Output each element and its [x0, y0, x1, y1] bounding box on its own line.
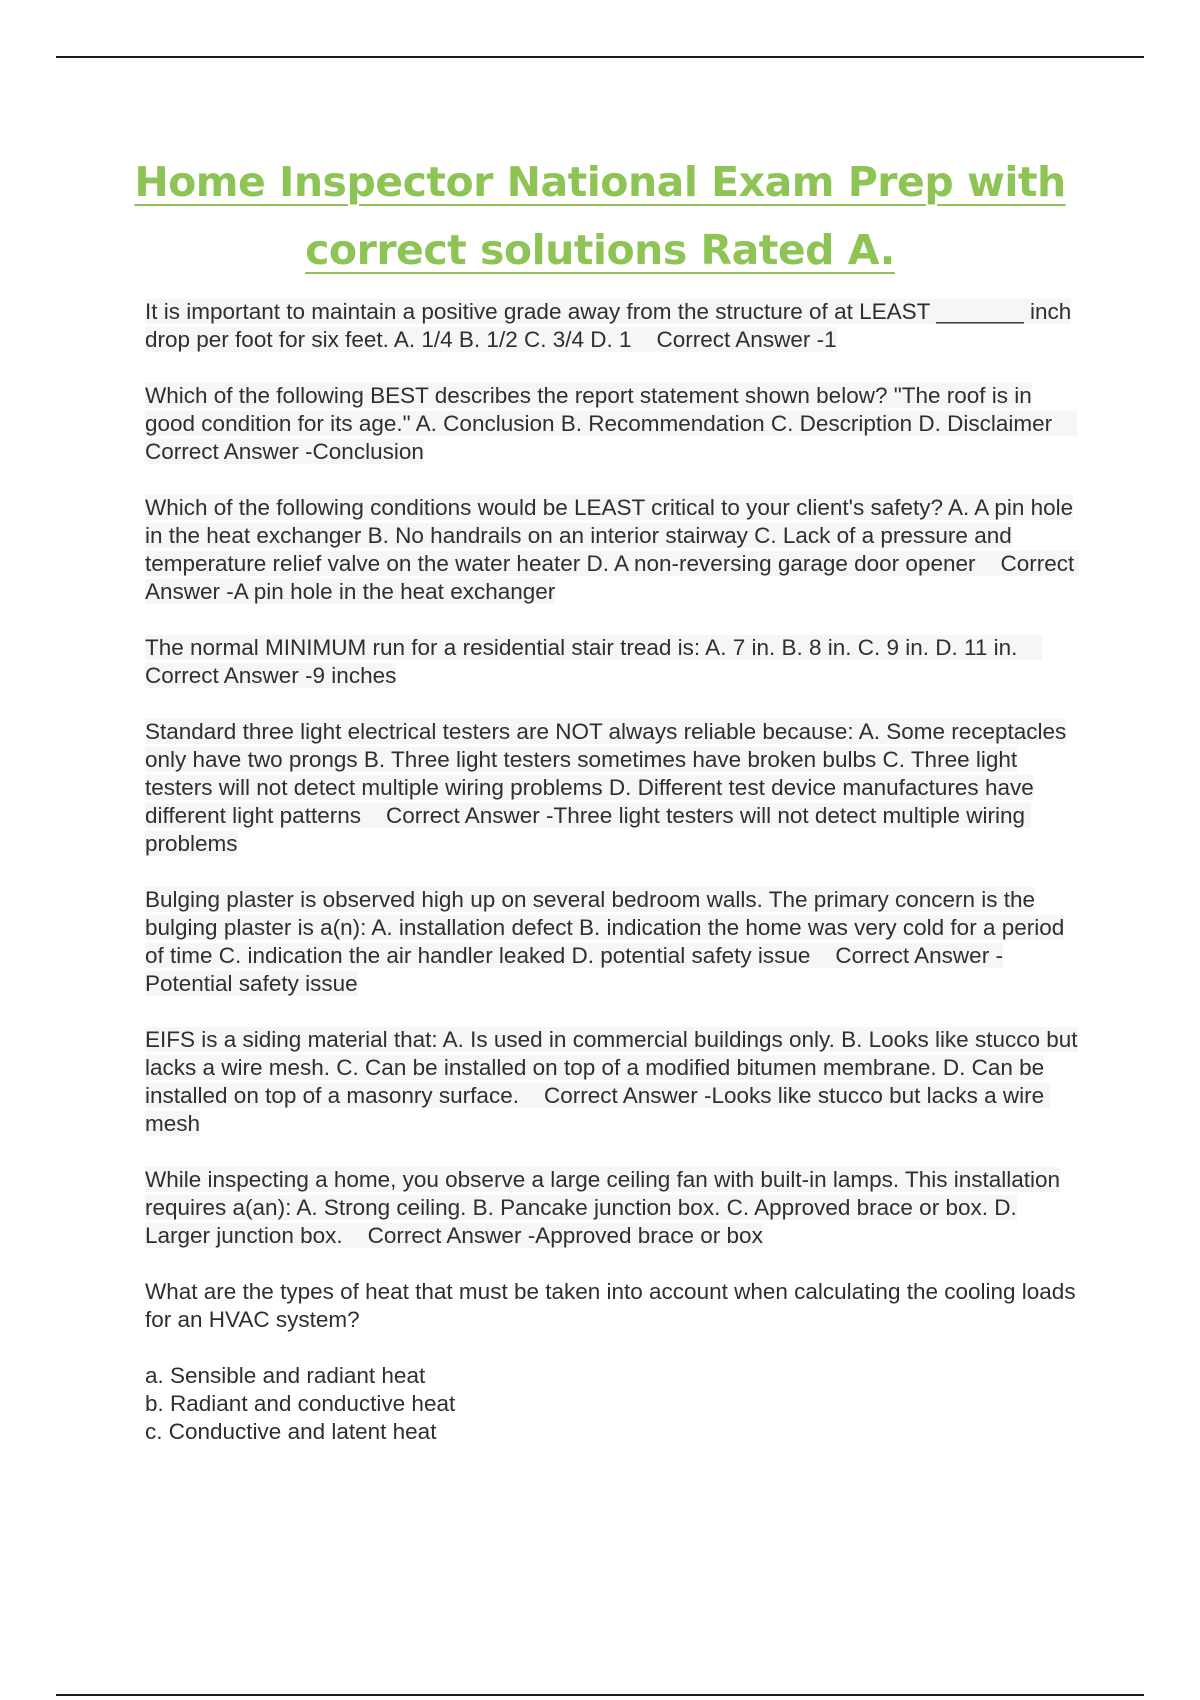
answer-text: Correct Answer -Potential safety issue	[145, 943, 1003, 996]
question-text: Which of the following conditions would be LEAST critical to your client's safety? A. A pin hole in the heat exchanger B. No handrails on an interior stairway C. Lack of a pressure and temperature relief valve on the water heater D. A non-reversing garage door opener	[145, 495, 1074, 576]
top-rule	[56, 56, 1144, 58]
page-title	[100, 148, 1100, 284]
answer-text: Correct Answer -9 inches	[145, 635, 1042, 688]
final-question-text: What are the types of heat that must be taken into account when calculating the cooling loads for an HVAC system?	[145, 1279, 1076, 1332]
question-text: While inspecting a home, you observe a large ceiling fan with built-in lamps. This installation requires a(an): A. Strong ceiling. B. Pancake junction box. C. Approved brace or box. D. Larger junction box.	[145, 1167, 1061, 1248]
answer-text: Correct Answer -Approved brace or box	[343, 1223, 763, 1248]
answer-text: Correct Answer -Looks like stucco but lacks a wire mesh	[145, 1083, 1051, 1136]
question-text: It is important to maintain a positive grade away from the structure of at LEAST _______ inch drop per foot for six feet. A. 1/4 B. 1/2 C. 3/4 D. 1	[145, 299, 1072, 352]
final-question-options	[145, 1362, 1085, 1446]
qa-item	[145, 298, 1085, 354]
option-c: c. Conductive and latent heat	[145, 1419, 437, 1444]
option-b: b. Radiant and conductive heat	[145, 1391, 456, 1416]
qa-list	[145, 298, 1085, 1446]
option-a: a. Sensible and radiant heat	[145, 1363, 426, 1388]
answer-text: Correct Answer -1	[632, 327, 837, 352]
question-text: The normal MINIMUM run for a residential stair tread is: A. 7 in. B. 8 in. C. 9 in. D. 11 in.	[145, 635, 1018, 660]
answer-text: Correct Answer -Conclusion	[145, 411, 1077, 464]
qa-item	[145, 1026, 1085, 1138]
answer-text: Correct Answer -Three light testers will not detect multiple wiring problems	[145, 803, 1032, 856]
question-text: Standard three light electrical testers are NOT always reliable because: A. Some receptacles only have two prongs B. Three light testers sometimes have broken bulbs C. Three light testers will not detect multiple wiring problems D. Different test device manufactures have different light patterns	[145, 719, 1067, 828]
answer-text: Correct Answer -A pin hole in the heat exchanger	[145, 551, 1080, 604]
qa-item	[145, 886, 1085, 998]
title-line-1: Home Inspector National Exam Prep with	[134, 158, 1066, 206]
question-text: Bulging plaster is observed high up on several bedroom walls. The primary concern is the bulging plaster is a(n): A. installation defect B. indication the home was very cold for a period of time C. indication the air handler leaked D. potential safety issue	[145, 887, 1065, 968]
qa-item	[145, 718, 1085, 858]
question-text: Which of the following BEST describes the report statement shown below? "The roof is in good condition for its age." A. Conclusion B. Recommendation C. Description D. Disclaimer	[145, 383, 1053, 436]
qa-item	[145, 494, 1085, 606]
qa-item	[145, 1166, 1085, 1250]
qa-item	[145, 382, 1085, 466]
question-text: EIFS is a siding material that: A. Is used in commercial buildings only. B. Looks like stucco but lacks a wire mesh. C. Can be installed on top of a modified bitumen membrane. D. Can be installed on top of a masonry surface.	[145, 1027, 1078, 1108]
qa-item	[145, 634, 1085, 690]
bottom-rule	[56, 1694, 1144, 1696]
title-line-2: correct solutions Rated A.	[305, 226, 895, 274]
